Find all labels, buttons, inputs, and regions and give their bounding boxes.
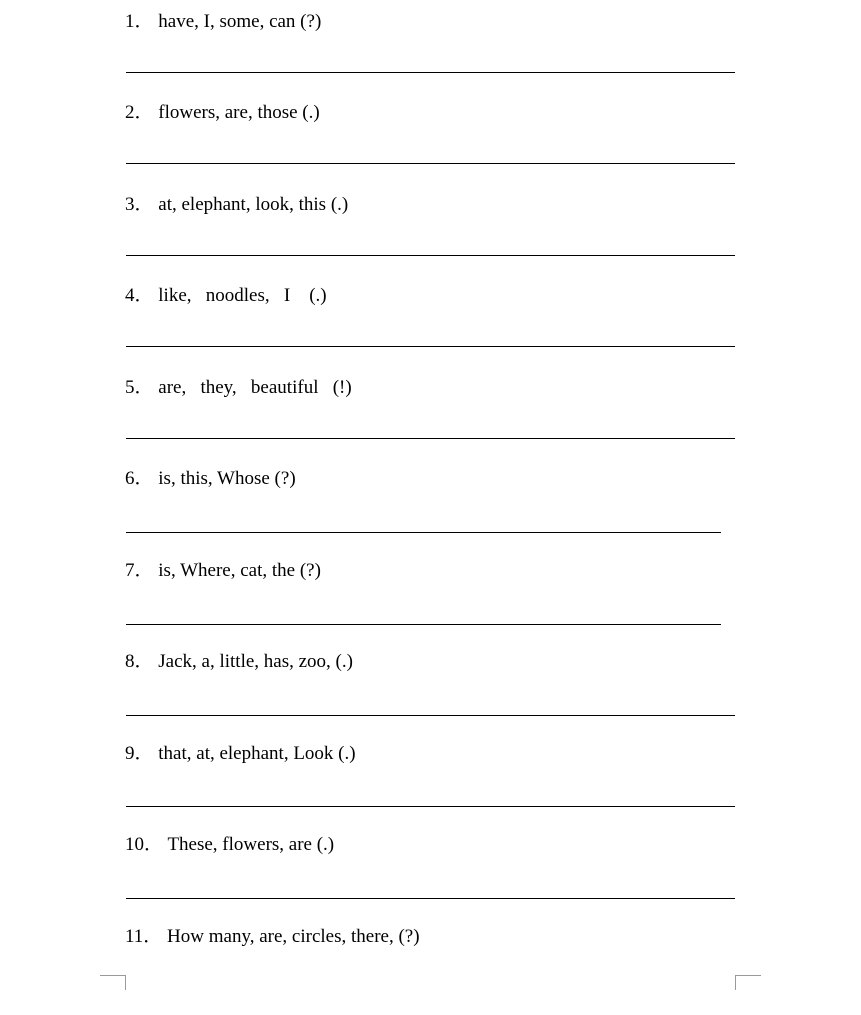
item-number: 10． xyxy=(125,834,164,855)
item-number: 2． xyxy=(125,102,154,123)
exercise-item-6 xyxy=(125,465,735,557)
exercise-item-4 xyxy=(125,282,735,374)
exercise-item-9 xyxy=(125,740,735,832)
exercise-item-11 xyxy=(125,923,735,1015)
item-words: is, this, Whose (?) xyxy=(158,468,296,489)
answer-line[interactable] xyxy=(126,898,735,899)
item-prompt xyxy=(125,282,327,310)
item-prompt xyxy=(125,740,356,768)
item-words: like, noodles, I (.) xyxy=(158,285,327,306)
item-number: 11． xyxy=(125,926,163,947)
item-number: 5． xyxy=(125,377,154,398)
item-prompt xyxy=(125,8,321,36)
item-number: 3． xyxy=(125,194,154,215)
item-words: have, I, some, can (?) xyxy=(158,11,322,32)
exercise-item-3 xyxy=(125,191,735,283)
item-words: Jack, a, little, has, zoo, (.) xyxy=(158,651,353,672)
item-number: 8． xyxy=(125,651,154,672)
answer-line[interactable] xyxy=(126,624,721,625)
item-words: that, at, elephant, Look (.) xyxy=(158,743,356,764)
answer-line[interactable] xyxy=(126,438,735,439)
answer-line[interactable] xyxy=(126,532,721,533)
page-corner-mark-right xyxy=(735,975,761,990)
item-number: 4． xyxy=(125,285,154,306)
exercise-item-2 xyxy=(125,99,735,191)
exercise-item-1 xyxy=(125,8,735,100)
item-number: 6． xyxy=(125,468,154,489)
item-words: at, elephant, look, this (.) xyxy=(158,194,349,215)
answer-line[interactable] xyxy=(126,346,735,347)
exercise-item-5 xyxy=(125,374,735,466)
item-number: 9． xyxy=(125,743,154,764)
exercise-item-7 xyxy=(125,557,735,649)
item-prompt xyxy=(125,923,420,951)
item-number: 1． xyxy=(125,11,154,32)
answer-line[interactable] xyxy=(126,255,735,256)
page-corner-mark-left xyxy=(100,975,126,990)
item-words: is, Where, cat, the (?) xyxy=(158,560,321,581)
item-words: These, flowers, are (.) xyxy=(167,834,335,855)
answer-line[interactable] xyxy=(126,163,735,164)
item-number: 7． xyxy=(125,560,154,581)
item-prompt xyxy=(125,831,334,859)
item-prompt xyxy=(125,557,321,585)
item-words: How many, are, circles, there, (?) xyxy=(167,926,420,947)
item-prompt xyxy=(125,191,348,219)
item-prompt xyxy=(125,374,352,402)
answer-line[interactable] xyxy=(126,72,735,73)
item-prompt xyxy=(125,648,353,676)
answer-line[interactable] xyxy=(126,715,735,716)
answer-line[interactable] xyxy=(126,806,735,807)
item-words: are, they, beautiful (!) xyxy=(158,377,352,398)
exercise-item-8 xyxy=(125,648,735,740)
item-words: flowers, are, those (.) xyxy=(158,102,320,123)
item-prompt xyxy=(125,99,320,127)
item-prompt xyxy=(125,465,296,493)
exercise-item-10 xyxy=(125,831,735,923)
